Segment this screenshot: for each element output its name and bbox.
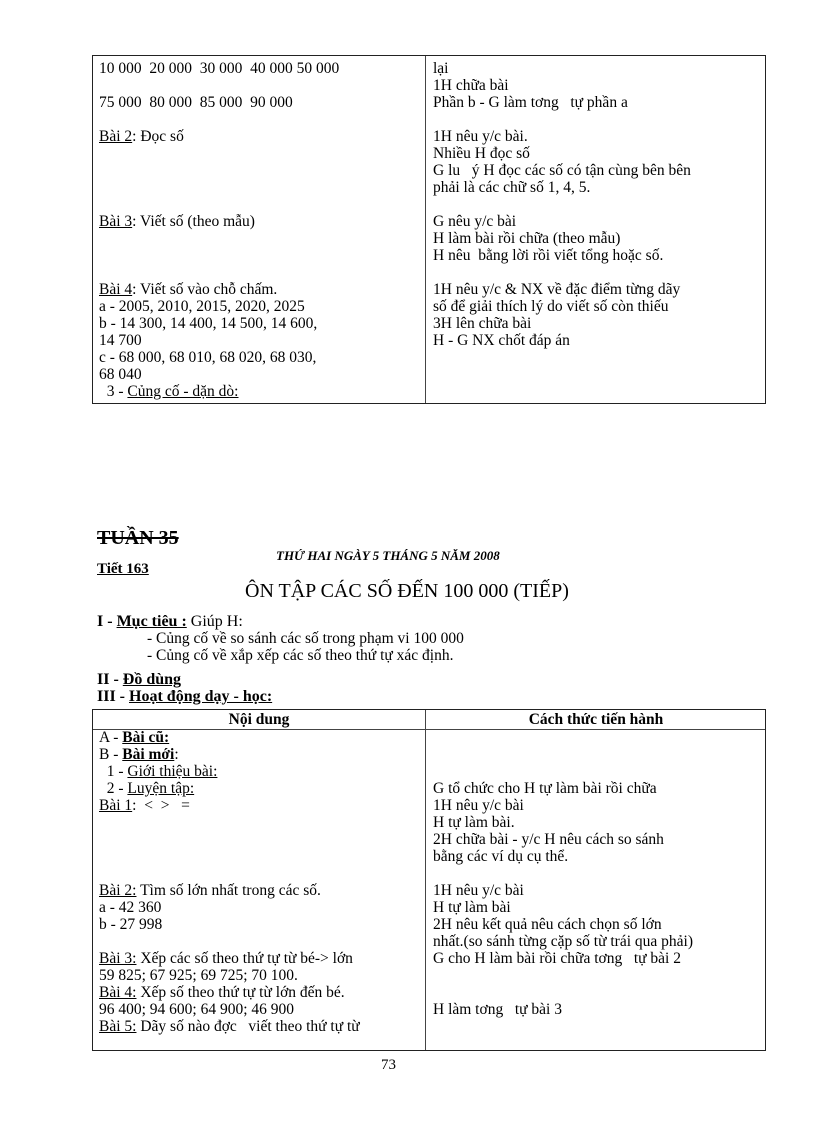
text-segment: Phần b - G làm tơng tự phần a	[433, 94, 628, 111]
text-line	[99, 797, 419, 814]
text-segment: số để giải thích lý do viết số còn thiếu	[433, 298, 669, 315]
text-segment: H tự làm bài	[433, 899, 511, 916]
week-label: TUẦN 35	[97, 527, 179, 549]
text-segment: Bài mới	[122, 746, 175, 763]
text-line	[99, 60, 419, 77]
text-line	[99, 1018, 419, 1035]
text-segment: H làm tơng tự bài 3	[433, 1001, 562, 1018]
text-segment: c - 68 000, 68 010, 68 020, 68 030,	[99, 349, 317, 366]
text-segment: Giới thiệu bài:	[127, 763, 218, 780]
text-segment: 14 700	[99, 332, 142, 349]
text-segment: : Viết số (theo mẫu)	[132, 213, 255, 230]
blank-line	[99, 247, 419, 264]
blank-line	[433, 196, 758, 213]
text-line	[433, 332, 758, 349]
blank-line	[433, 967, 758, 984]
text-segment: : Viết số vào chỗ chấm.	[132, 281, 278, 298]
text-segment: 1H chữa bài	[433, 77, 509, 94]
text-segment: Bài 1	[99, 797, 133, 814]
text-line	[99, 746, 419, 763]
blank-line	[99, 848, 419, 865]
text-segment: 68 040	[99, 366, 142, 383]
blank-line	[99, 179, 419, 196]
objectives-intro: Giúp H:	[186, 613, 243, 630]
text-segment: B -	[99, 746, 123, 763]
text-segment: phải là các chữ số 1, 4, 5.	[433, 179, 591, 196]
text-segment: Nhiều H đọc số	[433, 145, 530, 162]
text-line	[433, 60, 758, 77]
text-line	[99, 213, 419, 230]
section-prefix: II -	[97, 671, 123, 688]
text-segment: Dãy số nào đợc viết theo thứ tự từ	[136, 1018, 360, 1035]
text-segment: a - 42 360	[99, 899, 162, 916]
text-segment: H làm bài rồi chữa (theo mẫu)	[433, 230, 621, 247]
text-line	[99, 298, 419, 315]
text-segment: G cho H làm bài rồi chữa tơng tự bài 2	[433, 950, 681, 967]
text-line	[433, 315, 758, 332]
text-line	[99, 1001, 419, 1018]
text-segment: lại	[433, 60, 449, 77]
text-line	[433, 298, 758, 315]
section-prefix: III -	[97, 688, 130, 705]
lesson-title: ÔN TẬP CÁC SỐ ĐẾN 100 000 (TIẾP)	[245, 580, 569, 602]
header-method: Cách thức tiến hành	[528, 711, 664, 728]
text-segment: Bài 3	[99, 213, 133, 230]
text-segment: 2 -	[99, 780, 128, 797]
objectives-heading	[97, 613, 243, 631]
text-line	[99, 315, 419, 332]
text-line	[433, 213, 758, 230]
text-line	[433, 230, 758, 247]
page-number: 73	[381, 1057, 396, 1073]
text-line	[433, 145, 758, 162]
text-segment: Tìm số lớn nhất trong các số.	[136, 882, 321, 899]
date-line: THỨ HAI NGÀY 5 THÁNG 5 NĂM 2008	[276, 548, 500, 563]
text-segment: Bài 2	[99, 128, 133, 145]
text-line	[433, 848, 758, 865]
lesson-table	[92, 709, 766, 1051]
text-segment: Bài cũ:	[122, 729, 170, 746]
blank-line	[433, 763, 758, 780]
blank-line	[99, 933, 419, 950]
text-line	[99, 899, 419, 916]
text-line	[99, 950, 419, 967]
blank-line	[99, 111, 419, 128]
blank-line	[433, 264, 758, 281]
text-segment: 1 -	[99, 763, 128, 780]
text-segment: Bài 4:	[99, 984, 137, 1001]
text-line	[433, 247, 758, 264]
text-line	[99, 780, 419, 797]
objective-item: - Củng cố về so sánh các số trong phạm vi 100 000	[147, 630, 464, 647]
text-line	[99, 94, 419, 111]
text-line	[433, 162, 758, 179]
column-divider	[425, 56, 426, 403]
text-segment: 2H chữa bài - y/c H nêu cách so sánh	[433, 831, 664, 848]
text-segment: G nêu y/c bài	[433, 213, 517, 230]
text-segment: 10 000 20 000 30 000 40 000 50 000	[99, 60, 340, 77]
text-line	[99, 366, 419, 383]
text-segment: Bài 5:	[99, 1018, 137, 1035]
text-line	[433, 179, 758, 196]
header-content: Nội dung	[228, 711, 290, 728]
text-segment: A -	[99, 729, 123, 746]
text-line	[99, 916, 419, 933]
text-line	[99, 763, 419, 780]
text-line	[99, 349, 419, 366]
text-line	[433, 797, 758, 814]
text-segment: 96 400; 94 600; 64 900; 46 900	[99, 1001, 295, 1018]
method-column	[433, 729, 758, 1018]
text-line	[99, 882, 419, 899]
text-line	[99, 128, 419, 145]
text-segment: 1H nêu y/c & NX về đặc điểm từng dãy	[433, 281, 681, 298]
text-segment: 1H nêu y/c bài	[433, 797, 524, 814]
text-line	[433, 77, 758, 94]
text-line	[433, 916, 758, 933]
materials-heading	[97, 671, 181, 689]
text-segment: Xếp các số theo thứ tự từ bé-> lớn	[136, 950, 353, 967]
section-label: Hoạt động dạy - học:	[129, 688, 273, 705]
text-segment: Bài 3:	[99, 950, 137, 967]
column-divider	[425, 710, 426, 1050]
text-segment: : Đọc số	[132, 128, 184, 145]
text-segment: :	[174, 746, 179, 763]
text-line	[99, 967, 419, 984]
text-line	[433, 950, 758, 967]
text-segment: H tự làm bài.	[433, 814, 515, 831]
text-line	[433, 933, 758, 950]
objectives-label: Mục tiêu :	[116, 613, 187, 630]
text-line	[433, 128, 758, 145]
text-line	[433, 780, 758, 797]
blank-line	[99, 831, 419, 848]
text-line	[433, 899, 758, 916]
blank-line	[99, 162, 419, 179]
text-segment: H nêu bằng lời rồi viết tổng hoặc số.	[433, 247, 664, 264]
text-segment: 1H nêu y/c bài	[433, 882, 524, 899]
text-segment: Bài 4	[99, 281, 133, 298]
method-column	[433, 60, 758, 349]
text-segment: Củng cố - dặn dò:	[127, 383, 239, 400]
text-segment: G tổ chức cho H tự làm bài rồi chữa	[433, 780, 657, 797]
text-line	[433, 882, 758, 899]
text-segment: G lu ý H đọc các số có tận cùng bên bên	[433, 162, 691, 179]
text-segment: b - 14 300, 14 400, 14 500, 14 600,	[99, 315, 318, 332]
text-segment: b - 27 998	[99, 916, 163, 933]
text-line	[433, 831, 758, 848]
blank-line	[99, 865, 419, 882]
text-segment: H - G NX chốt đáp án	[433, 332, 570, 349]
text-segment: : < > =	[132, 797, 190, 814]
blank-line	[433, 746, 758, 763]
text-line	[433, 94, 758, 111]
table-header-row	[93, 710, 765, 730]
text-segment: Xếp số theo thứ tự từ lớn đến bé.	[136, 984, 345, 1001]
blank-line	[99, 264, 419, 281]
text-line	[99, 984, 419, 1001]
text-line	[433, 814, 758, 831]
text-segment: 3H lên chữa bài	[433, 315, 532, 332]
lesson-table-continued	[92, 55, 766, 404]
text-segment: a - 2005, 2010, 2015, 2020, 2025	[99, 298, 305, 315]
content-column	[99, 60, 419, 400]
objective-item: - Củng cố về xắp xếp các số theo thứ tự xác định.	[147, 647, 454, 664]
text-line	[433, 281, 758, 298]
section-label: Đồ dùng	[122, 671, 182, 688]
blank-line	[99, 77, 419, 94]
text-segment: 3 -	[99, 383, 128, 400]
text-segment: Bài 2:	[99, 882, 137, 899]
text-segment: 2H nêu kết quả nêu cách chọn số lớn	[433, 916, 662, 933]
text-line	[433, 1001, 758, 1018]
text-segment: 75 000 80 000 85 000 90 000	[99, 94, 293, 111]
text-line	[99, 383, 419, 400]
text-segment: bằng các ví dụ cụ thể.	[433, 848, 569, 865]
blank-line	[433, 865, 758, 882]
text-segment: Luyện tập:	[127, 780, 195, 797]
blank-line	[433, 984, 758, 1001]
text-segment: nhất.(so sánh từng cặp số từ trái qua phải)	[433, 933, 694, 950]
objectives-prefix: I -	[97, 613, 117, 630]
text-line	[99, 281, 419, 298]
blank-line	[433, 729, 758, 746]
text-line	[99, 729, 419, 746]
text-line	[99, 332, 419, 349]
text-segment: 1H nêu y/c bài.	[433, 128, 528, 145]
blank-line	[99, 230, 419, 247]
text-segment: 59 825; 67 925; 69 725; 70 100.	[99, 967, 298, 984]
lesson-number: Tiết 163	[97, 561, 149, 577]
blank-line	[99, 814, 419, 831]
activities-heading	[97, 688, 272, 706]
content-column	[99, 729, 419, 1035]
blank-line	[99, 196, 419, 213]
blank-line	[433, 111, 758, 128]
blank-line	[99, 145, 419, 162]
